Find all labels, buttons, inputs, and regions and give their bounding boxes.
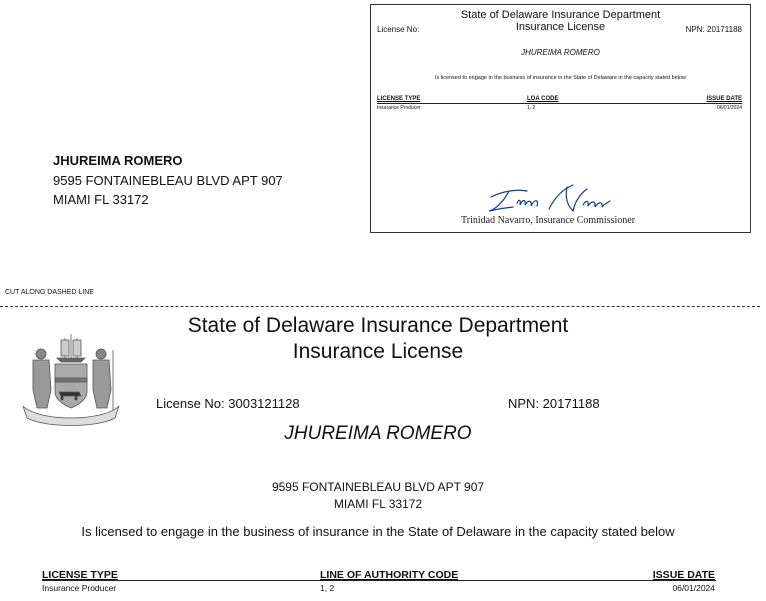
header-license-type: LICENSE TYPE [42, 569, 118, 581]
certificate-npn: NPN: 20171188 [508, 396, 600, 411]
cell-issue-date: 06/01/2024 [672, 583, 715, 593]
certificate-address-line2: MIAMI FL 33172 [333, 497, 423, 511]
card-statement: Is licensed to engage in the business of insurance in the State of Delaware in the capacity stated below [434, 75, 686, 81]
cut-dashed-line [0, 306, 760, 307]
card-cell-issue-date: 06/01/2024 [716, 105, 742, 111]
certificate-title-line1: State of Delaware Insurance Department [187, 314, 569, 337]
card-signatory: Trinidad Navarro, Insurance Commissioner [461, 215, 636, 226]
header-issue-date: ISSUE DATE [652, 569, 715, 581]
cell-line-of-authority-code: 1, 2 [320, 583, 335, 593]
header-rule [42, 580, 716, 581]
wallet-card [370, 4, 751, 233]
certificate-statement: Is licensed to engage in the business of insurance in the State of Delaware in the capacity stated below [81, 524, 675, 539]
card-cell-loa-code: 1, 2 [527, 105, 536, 111]
card-header-issue-date: ISSUE DATE [706, 96, 742, 102]
certificate-licensee-name: JHUREIMA ROMERO [284, 423, 472, 444]
card-title-line2: Insurance License [515, 21, 606, 33]
mailing-address-line2: MIAMI FL 33172 [53, 192, 149, 207]
card-header-license-type: LICENSE TYPE [377, 96, 421, 102]
cell-license-type: Insurance Producer [42, 583, 117, 593]
certificate-title-line2: Insurance License [292, 340, 464, 363]
signature-icon [483, 183, 623, 217]
header-line-of-authority-code: LINE OF AUTHORITY CODE [320, 569, 459, 581]
card-licensee-name: JHUREIMA ROMERO [521, 48, 600, 57]
cut-line-label: CUT ALONG DASHED LINE [5, 289, 94, 296]
card-header-loa-code: LOA CODE [527, 96, 559, 102]
card-license-no-label: License No: [377, 25, 420, 34]
card-title-line1: State of Delaware Insurance Department [460, 9, 661, 21]
certificate-address-line1: 9595 FONTAINEBLEAU BLVD APT 907 [271, 480, 485, 494]
mailing-address-line1: 9595 FONTAINEBLEAU BLVD APT 907 [53, 173, 283, 188]
certificate-license-no: License No: 3003121128 [156, 396, 300, 411]
card-npn: NPN: 20171188 [685, 25, 742, 34]
card-header-rule [377, 103, 742, 104]
card-cell-license-type: Insurance Producer [377, 105, 421, 111]
mailing-name: JHUREIMA ROMERO [53, 153, 183, 168]
